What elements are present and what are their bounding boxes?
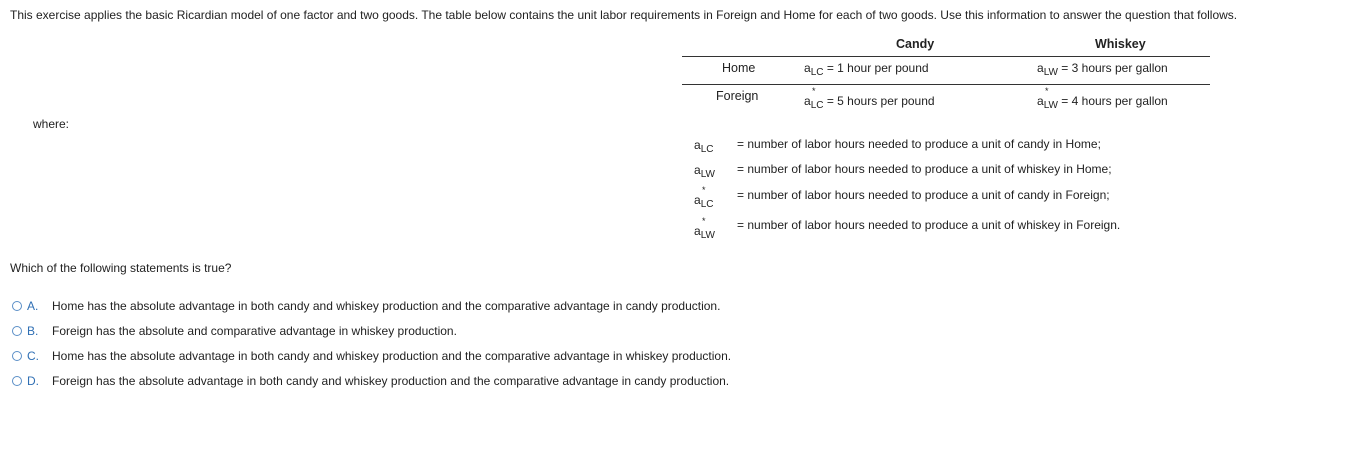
option-b[interactable] xyxy=(12,324,457,338)
radio-icon[interactable] xyxy=(12,351,22,361)
foreign-whiskey-symbol: a * $_{LW}$ xyxy=(1037,86,1058,111)
row-label-home: Home xyxy=(722,61,756,75)
home-candy-value: = 1 hour per pound xyxy=(826,61,929,75)
intro-text: This exercise applies the basic Ricardian model of one factor and two goods. The table below contains the unit labor requirements in Foreign and Home for each of two goods. Use this information to answer the question that follows. xyxy=(10,8,1238,22)
foreign-whiskey-cell xyxy=(1037,86,1168,111)
home-whiskey-symbol: $a_{LW}$ xyxy=(1037,61,1058,78)
def-symbol-alw: $a_{LW}$ xyxy=(694,163,715,180)
home-candy-cell xyxy=(804,61,929,78)
def-text-alw: = number of labor hours needed to produce a unit of whiskey in Home; xyxy=(737,162,1112,176)
option-letter: A. xyxy=(27,299,39,313)
option-d[interactable] xyxy=(12,374,729,388)
option-letter: B. xyxy=(27,324,39,338)
foreign-candy-cell xyxy=(804,86,935,111)
home-whiskey-cell xyxy=(1037,61,1168,78)
table-top-rule xyxy=(682,56,1210,57)
radio-icon[interactable] xyxy=(12,301,22,311)
option-text: Home has the absolute advantage in both candy and whiskey production and the comparative advantage in whiskey production. xyxy=(52,349,732,363)
def-text-alc: = number of labor hours needed to produce a unit of candy in Home; xyxy=(737,137,1101,151)
foreign-candy-symbol: a * $_{LC}$ xyxy=(804,86,824,111)
radio-icon[interactable] xyxy=(12,376,22,386)
question-text: Which of the following statements is true? xyxy=(10,261,232,275)
option-text: Foreign has the absolute advantage in both candy and whiskey production and the comparative advantage in candy production. xyxy=(52,374,730,388)
option-letter: C. xyxy=(27,349,39,363)
col-header-candy: Candy xyxy=(896,37,935,51)
radio-icon[interactable] xyxy=(12,326,22,336)
col-header-whiskey: Whiskey xyxy=(1095,37,1146,51)
table-mid-rule xyxy=(682,84,1210,85)
option-a[interactable] xyxy=(12,299,720,313)
foreign-whiskey-value: = 4 hours per gallon xyxy=(1061,94,1168,108)
def-symbol-alw-star: a * $_{LW}$ xyxy=(694,216,715,241)
def-text-alw-star: = number of labor hours needed to produce a unit of whiskey in Foreign. xyxy=(737,218,1121,232)
where-label: where: xyxy=(33,117,70,131)
home-candy-symbol: $a_{LC}$ xyxy=(804,61,824,78)
def-text-alc-star: = number of labor hours needed to produce a unit of candy in Foreign; xyxy=(737,188,1110,202)
row-label-foreign: Foreign xyxy=(716,89,759,103)
foreign-candy-value: = 5 hours per pound xyxy=(826,94,935,108)
option-c[interactable] xyxy=(12,349,731,363)
option-text: Home has the absolute advantage in both candy and whiskey production and the comparative advantage in candy production. xyxy=(52,299,721,313)
home-whiskey-value: = 3 hours per gallon xyxy=(1061,61,1168,75)
def-symbol-alc-star: a * $_{LC}$ xyxy=(694,185,714,210)
def-symbol-alc: $a_{LC}$ xyxy=(694,138,714,155)
option-letter: D. xyxy=(27,374,39,388)
option-text: Foreign has the absolute and comparative advantage in whiskey production. xyxy=(52,324,457,338)
